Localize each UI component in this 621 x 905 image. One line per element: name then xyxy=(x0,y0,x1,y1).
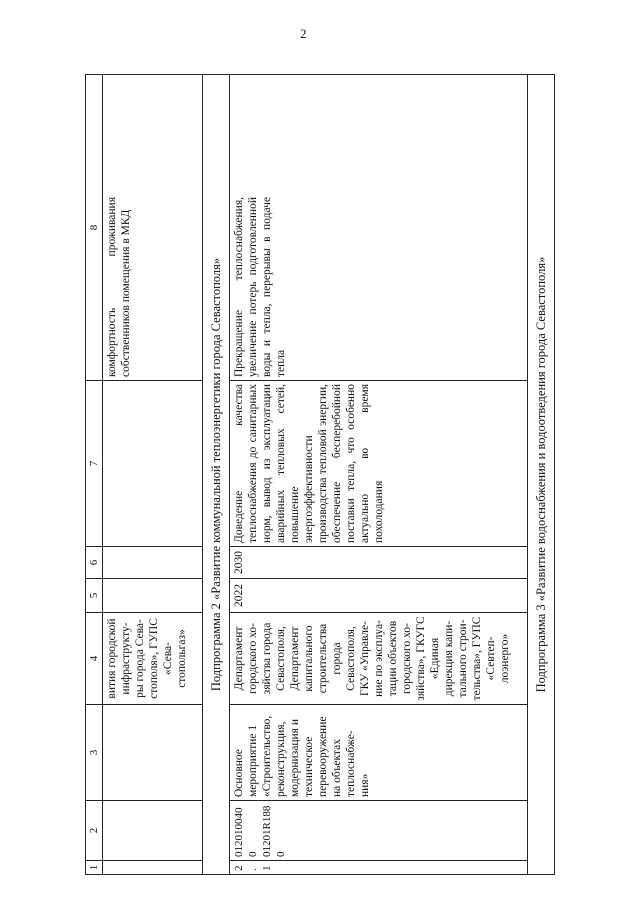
header-col-1: 1 xyxy=(86,861,103,875)
end-year: 2030 xyxy=(230,547,528,579)
consequence: Прекращение теплоснабжения, увеличение потерь подготовленной воды и тепла, перерывы в подаче тепла xyxy=(230,75,528,381)
header-col-3: 3 xyxy=(86,705,103,801)
subprogram-3-title: Подпрограмма 3 «Развитие водоснабжения и водоотведения города Севастополя» xyxy=(528,75,555,875)
rotated-table-container xyxy=(85,75,565,875)
row-number: 2.1 xyxy=(230,861,528,875)
header-col-7: 7 xyxy=(86,381,103,547)
expected-result: Доведение качества теплоснабжения до санитарных норм, вывод из эксплуатации аварийных тепловых сетей, повышение энергоэффективности производства тепловой энергии, обеспечение бесперебойной поставки тепла, что особенно актуально во время похолодания xyxy=(230,381,528,547)
subprogram-2-row xyxy=(203,75,230,875)
prev-executors: вития городской инфраструкту-ры города Сева-стополя», ГУПС «Сева-стопольгаз» xyxy=(103,613,203,705)
prev-consequence: комфортность проживания собственников помещения в МКД xyxy=(103,75,203,381)
header-col-6: 6 xyxy=(86,547,103,579)
subprogram-3-row xyxy=(528,75,555,875)
executors: Департамент городского хо-зяйства города Севастополя, Департамент капитального строительства города Севастополя, ГКУ «Управле-ние по эксплуа-тации объектов городского хо-зяйства», ГКУГС «Единая дирекция капи-тального строи-тельства», ГУПС «Севтеп-лоэнерго» xyxy=(230,613,528,705)
table-rotated xyxy=(85,75,565,875)
measure-name: Основное мероприятие 1 «Строительство, реконструкция, модернизация и техническое перевооружение на объектах теплоснабже-ния» xyxy=(230,705,528,801)
budget-code: 0120100400 01201R1880 xyxy=(230,801,528,861)
header-col-4: 4 xyxy=(86,613,103,705)
start-year: 2022 xyxy=(230,579,528,613)
table-row-previous xyxy=(103,75,203,875)
header-row xyxy=(86,75,103,875)
table-row-2-1 xyxy=(230,75,528,875)
header-col-5: 5 xyxy=(86,579,103,613)
subprogram-2-title: Подпрограмма 2 «Развитие коммунальной теплоэнергетики города Севастополя» xyxy=(203,75,230,875)
header-col-8: 8 xyxy=(86,75,103,381)
page-number: 2 xyxy=(300,26,307,41)
program-table xyxy=(85,74,555,875)
header-col-2: 2 xyxy=(86,801,103,861)
